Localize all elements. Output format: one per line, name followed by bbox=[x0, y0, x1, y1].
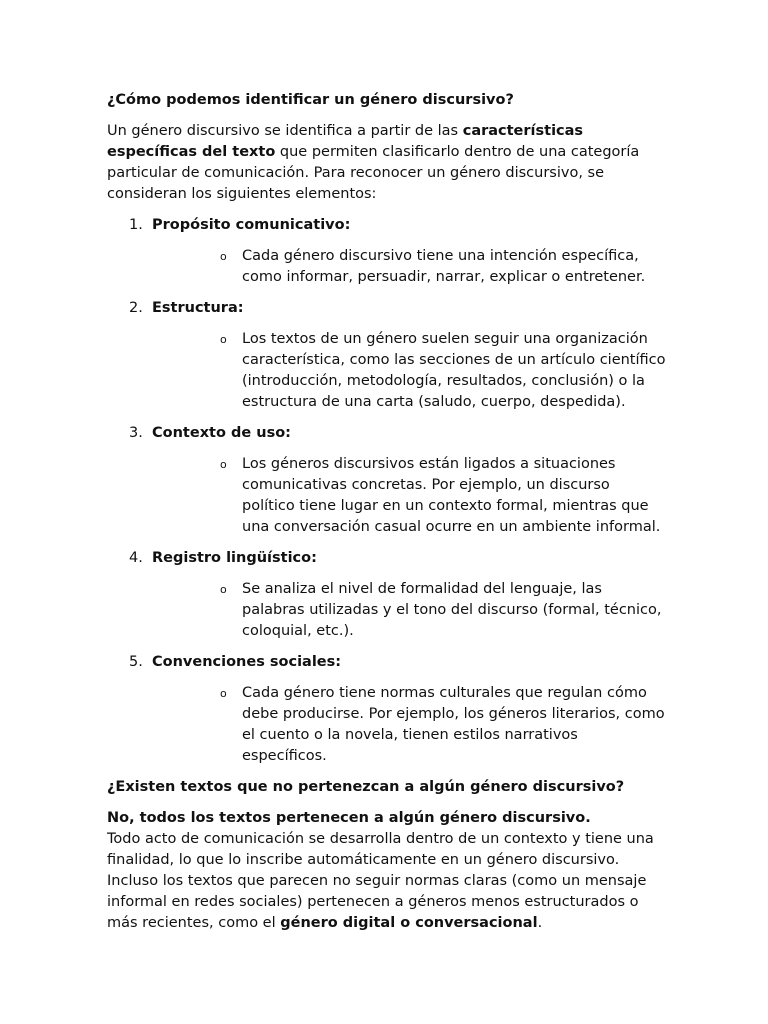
list-item bbox=[107, 215, 667, 288]
answer-bold-text: género digital o conversacional bbox=[280, 915, 538, 931]
document-content bbox=[107, 90, 667, 944]
intro-bold-text: características específicas del texto bbox=[107, 123, 584, 160]
list-item-title: Contexto de uso: bbox=[152, 425, 291, 441]
answer-text-end: . bbox=[537, 915, 543, 931]
list-item-title: Estructura: bbox=[152, 300, 244, 316]
list-item bbox=[107, 298, 667, 413]
bullet-icon: o bbox=[220, 250, 227, 263]
list-item bbox=[107, 423, 667, 538]
sub-item-text: Se analiza el nivel de formalidad del lenguaje, las palabras utilizadas y el tono del discurso (formal, técnico, coloquial, etc.). bbox=[242, 581, 662, 639]
sub-item-text: Los géneros discursivos están ligados a situaciones comunicativas concretas. Por ejemplo, un discurso político tiene lugar en un contexto formal, mientras que una conversación casual ocurre en un ambiente informal. bbox=[242, 456, 661, 535]
list-item bbox=[107, 548, 667, 642]
sub-item-text: Los textos de un género suelen seguir una organización característica, como las secciones de un artículo científico (introducción, metodología, resultados, conclusión) o la estructura de una carta (saludo, cuerpo, despedida). bbox=[242, 331, 666, 410]
bullet-icon: o bbox=[220, 687, 227, 700]
elements-list bbox=[107, 215, 667, 767]
list-item-number: 2. bbox=[129, 300, 143, 316]
sub-item bbox=[152, 246, 667, 288]
bullet-icon: o bbox=[220, 583, 227, 596]
answer-title: No, todos los textos pertenecen a algún género discursivo. bbox=[107, 810, 591, 826]
list-item bbox=[107, 652, 667, 767]
answer-text: Todo acto de comunicación se desarrolla dentro de un contexto y tiene una finalidad, lo que lo inscribe automáticamente en un género discursivo. Incluso los textos que parecen no seguir normas claras (como un mensaje informal en redes sociales) pertenecen a géneros menos estructurados o más recientes, como el bbox=[107, 831, 654, 931]
section-heading: ¿Existen textos que no pertenezcan a algún género discursivo? bbox=[107, 779, 625, 795]
sub-item bbox=[152, 454, 667, 538]
section-heading: ¿Cómo podemos identificar un género discursivo? bbox=[107, 92, 514, 108]
sub-item-text: Cada género tiene normas culturales que regulan cómo debe producirse. Por ejemplo, los géneros literarios, como el cuento o la novela, tienen estilos narrativos específicos. bbox=[242, 685, 665, 764]
intro-text-continued: que permiten clasificarlo dentro de una categoría particular de comunicación. Para reconocer un género discursivo, se consideran los siguientes elementos: bbox=[107, 144, 640, 202]
bullet-icon: o bbox=[220, 333, 227, 346]
list-item-title: Convenciones sociales: bbox=[152, 654, 342, 670]
list-item-number: 1. bbox=[129, 217, 143, 233]
sub-item-text: Cada género discursivo tiene una intención específica, como informar, persuadir, narrar, explicar o entretener. bbox=[242, 248, 646, 285]
list-item-number: 4. bbox=[129, 550, 143, 566]
list-item-title: Registro lingüístico: bbox=[152, 550, 317, 566]
sub-item bbox=[152, 579, 667, 642]
answer-paragraph bbox=[107, 829, 667, 934]
list-item-number: 3. bbox=[129, 425, 143, 441]
sub-item bbox=[152, 329, 667, 413]
list-item-title: Propósito comunicativo: bbox=[152, 217, 351, 233]
list-item-number: 5. bbox=[129, 654, 143, 670]
sub-item bbox=[152, 683, 667, 767]
intro-paragraph bbox=[107, 121, 667, 205]
intro-text: Un género discursivo se identifica a partir de las bbox=[107, 123, 463, 139]
bullet-icon: o bbox=[220, 458, 227, 471]
